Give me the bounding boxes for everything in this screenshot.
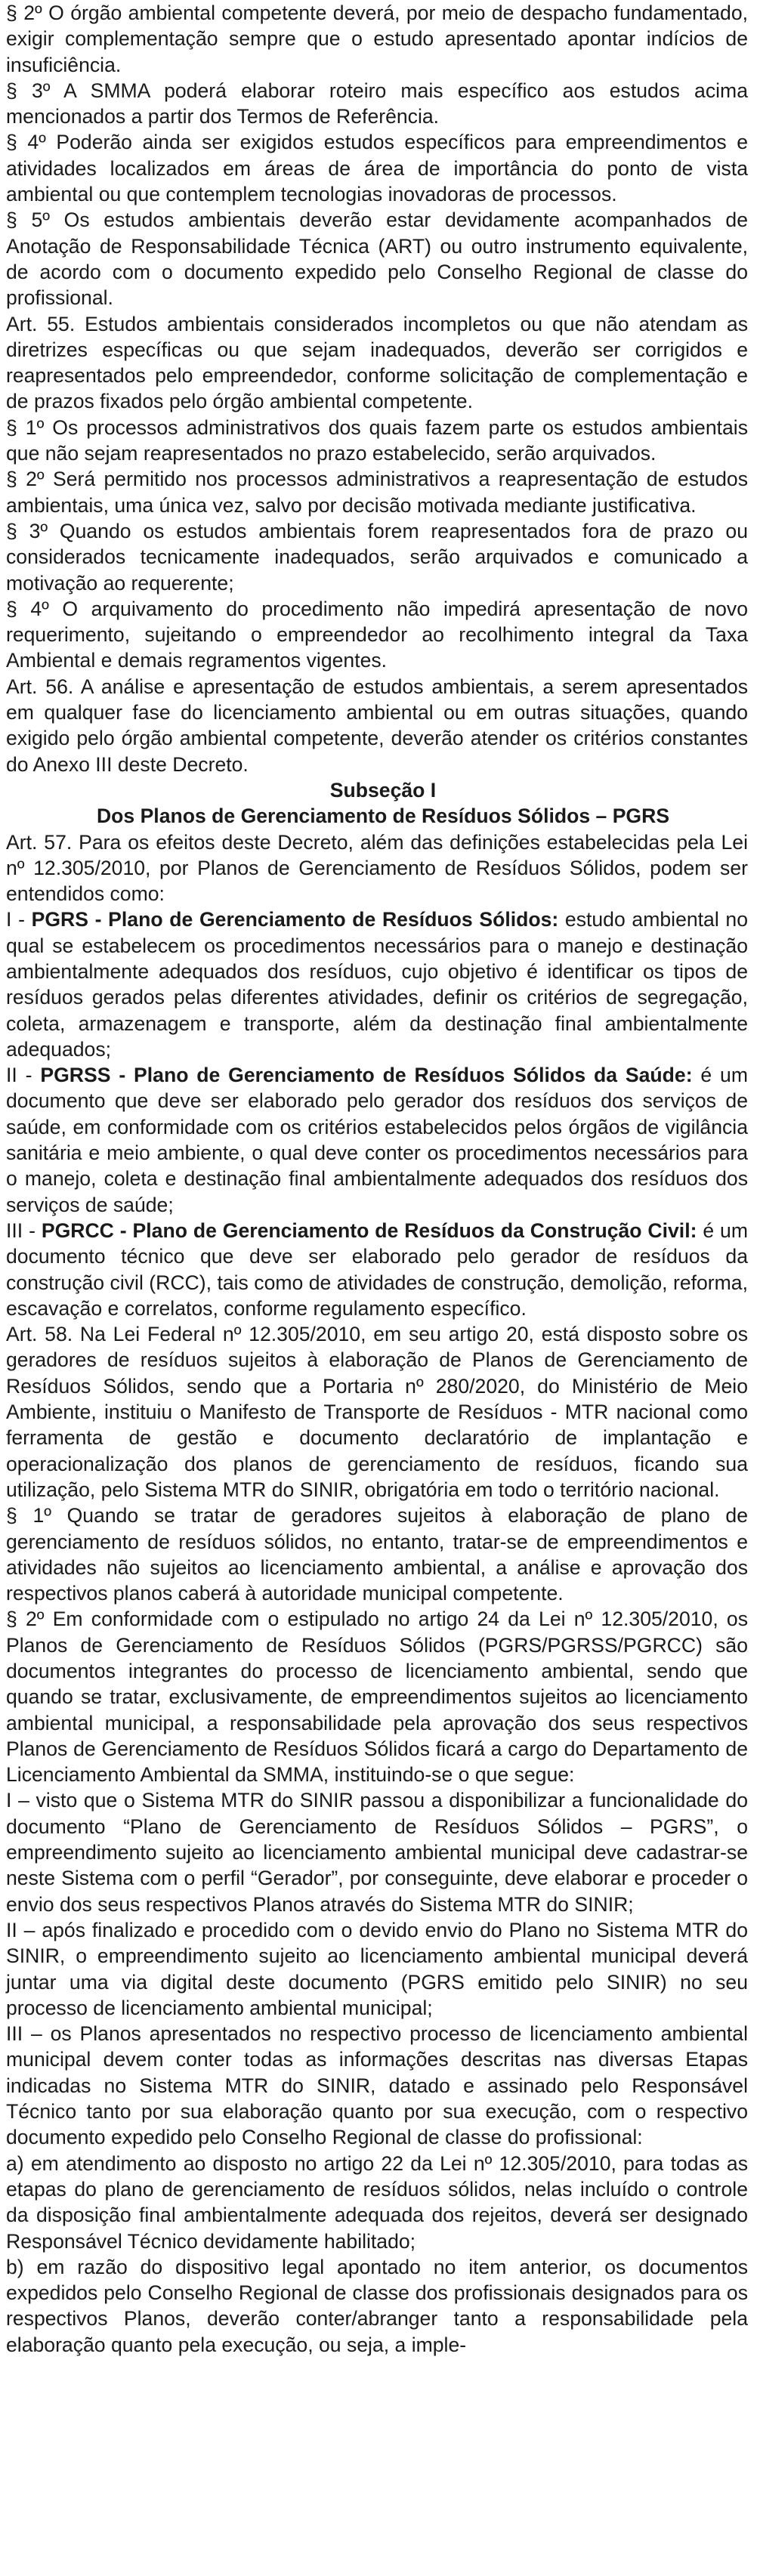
item-term: PGRSS - Plano de Gerenciamento de Resíduos Sólidos da Saúde: <box>40 1064 693 1087</box>
paragraph-art54-par4: § 4º Poderão ainda ser exigidos estudos específicos para empreendimentos e atividades localizados em áreas de área de importância do ponto de vista ambiental ou que contemplem tecnologias inovadoras de processos. <box>6 131 748 206</box>
item-text: é um documento técnico que deve ser elaborado pelo gerador de resíduos da construção civil (RCC), tais como de atividades de construção, demolição, reforma, escavação e correlatos, conforme regulamento específico. <box>6 1219 748 1320</box>
paragraph-art56: Art. 56. A análise e apresentação de estudos ambientais, a serem apresentados em qualquer fase do licenciamento ambiental ou em outras situações, quando exigido pelo órgão ambiental competente, deverão atender os critérios constantes do Anexo III deste Decreto. <box>6 675 748 776</box>
paragraph-art54-par3: § 3º A SMMA poderá elaborar roteiro mais específico aos estudos acima mencionados a partir dos Termos de Referência. <box>6 79 748 128</box>
paragraph-art55-par2: § 2º Será permitido nos processos administrativos a reapresentação de estudos ambientais, uma única vez, salvo por decisão motivada mediante justificativa. <box>6 468 748 517</box>
paragraph-art55-par4: § 4º O arquivamento do procedimento não impedirá apresentação de novo requerimento, sujeitando o empreendedor ao recolhimento integral da Taxa Ambiental e demais regramentos vigentes. <box>6 597 748 672</box>
subsection-title: Dos Planos de Gerenciamento de Resíduos Sólidos – PGRS <box>96 805 670 828</box>
paragraph-art58-par1: § 1º Quando se tratar de geradores sujeitos à elaboração de plano de gerenciamento de resíduos sólidos, no entanto, tratar-se de empreendimentos e atividades não sujeitos ao licenciamento ambiental, a análise e aprovação dos respectivos planos caberá à autoridade municipal competente. <box>6 1504 748 1605</box>
item-text: estudo ambiental no qual se estabelecem os procedimentos necessários para o manejo e destinação ambientalmente adequados dos resíduos, cujo objetivo é identificar os tipos de resíduos gerados pelas diferentes atividades, definir os critérios de segregação, coleta, armazenagem e transporte, além da destinação final ambientalmente adequados; <box>6 908 748 1061</box>
paragraph-art54-par5: § 5º Os estudos ambientais deverão estar devidamente acompanhados de Anotação de Responsabilidade Técnica (ART) ou outro instrumento equivalente, de acordo com o documento expedido pelo Conselho Regional de classe do profissional. <box>6 208 748 310</box>
item-prefix: I - <box>6 908 32 931</box>
art58-item-b: b) em razão do dispositivo legal apontado no item anterior, os documentos expedidos pelo Conselho Regional de classe dos profissionais designados para os respectivos Planos, deverão conter/abranger tanto a responsabilidade pela elaboração quanto pela execução, ou seja, a imple- <box>6 2255 748 2356</box>
art58-item-a: a) em atendimento ao disposto no artigo 22 da Lei nº 12.305/2010, para todas as etapas do plano de gerenciamento de resíduos sólidos, nelas incluído o controle da disposição final ambientalmente adequada dos rejeitos, deverá ser designado Responsável Técnico devidamente habilitado; <box>6 2151 748 2253</box>
item-term: PGRCC - Plano de Gerenciamento de Resíduos da Construção Civil: <box>41 1219 697 1242</box>
art57-item-3 <box>6 1218 760 1321</box>
item-text: é um documento que deve ser elaborado pelo gerador dos resíduos dos serviços de saúde, em conformidade com os critérios estabelecidos pelos órgãos de vigilância sanitária e meio ambiente, o qual deve conter os procedimentos necessários para o manejo, coleta e destinação final ambientalmente adequados dos resíduos dos serviços de saúde; <box>6 1064 748 1216</box>
paragraph-art55-par3: § 3º Quando os estudos ambientais forem reapresentados fora de prazo ou considerados tecnicamente inadequados, serão arquivados e comunicado a motivação ao requerente; <box>6 519 748 595</box>
art57-item-1 <box>6 907 760 1062</box>
paragraph-art55: Art. 55. Estudos ambientais considerados incompletos ou que não atendam as diretrizes específicas ou que sejam inadequados, deverão ser corrigidos e reapresentados pelo empreendedor, conforme solicitação de complementação e de prazos fixados pelo órgão ambiental competente. <box>6 312 748 413</box>
paragraph-art55-par1: § 1º Os processos administrativos dos quais fazem parte os estudos ambientais que não sejam reapresentados no prazo estabelecido, serão arquivados. <box>6 415 748 465</box>
art58-item-2: II – após finalizado e procedido com o devido envio do Plano no Sistema MTR do SINIR, o empreendimento sujeito ao licenciamento ambiental municipal deverá juntar uma via digital deste documento (PGRS emitido pelo SINIR) no seu processo de licenciamento ambiental municipal; <box>6 1918 748 2019</box>
subsection-number: Subseção I <box>329 778 437 802</box>
item-term: PGRS - Plano de Gerenciamento de Resíduos Sólidos: <box>31 908 559 931</box>
paragraph-art58: Art. 58. Na Lei Federal nº 12.305/2010, em seu artigo 20, está disposto sobre os geradores de resíduos sujeitos à elaboração de Planos de Gerenciamento de Resíduos Sólidos, sendo que a Portaria nº 280/2020, do Ministério de Meio Ambiente, instituiu o Manifesto de Transporte de Resíduos - MTR nacional como ferramenta de gestão e documento declaratório de implantação e operacionalização dos planos de gerenciamento de resíduos, ficando sua utilização, pelo Sistema MTR do SINIR, obrigatória em todo o território nacional. <box>6 1323 748 1501</box>
art57-item-2 <box>6 1062 760 1218</box>
paragraph-art58-par2: § 2º Em conformidade com o estipulado no artigo 24 da Lei nº 12.305/2010, os Planos de Gerenciamento de Resíduos Sólidos (PGRS/PGRSS/PGRCC) são documentos integrantes do processo de licenciamento ambiental, sendo que quando se tratar, exclusivamente, de empreendimentos sujeitos ao licenciamento ambiental municipal, a responsabilidade pela aprovação dos seus respectivos Planos de Gerenciamento de Resíduos Sólidos ficará a cargo do Departamento de Licenciamento Ambiental da SMMA, instituindo-se o que segue: <box>6 1608 748 1787</box>
art58-item-1: I – visto que o Sistema MTR do SINIR passou a disponibilizar a funcionalidade do documento “Plano de Gerenciamento de Resíduos Sólidos – PGRS”, o empreendimento sujeito ao licenciamento ambiental municipal deve cadastrar-se neste Sistema com o perfil “Gerador”, por conseguinte, deve elaborar e proceder o envio dos seus respectivos Planos através do Sistema MTR do SINIR; <box>6 1789 748 1916</box>
paragraph-art57: Art. 57. Para os efeitos deste Decreto, além das definições estabelecidas pela Lei nº 12.305/2010, por Planos de Gerenciamento de Resíduos Sólidos, podem ser entendidos como: <box>6 830 748 906</box>
art58-item-3: III – os Planos apresentados no respectivo processo de licenciamento ambiental municipal devem conter todas as informações descritas nas diversas Etapas indicadas no Sistema MTR do SINIR, datado e assinado pelo Responsável Técnico tanto por sua elaboração quanto por sua execução, com o respectivo documento expedido pelo Conselho Regional de classe do profissional: <box>6 2022 748 2149</box>
paragraph-art54-par2: § 2º O órgão ambiental competente deverá, por meio de despacho fundamentado, exigir complementação sempre que o estudo apresentado apontar indícios de insuficiência. <box>6 2 748 76</box>
item-prefix: III - <box>6 1219 42 1242</box>
item-prefix: II - <box>6 1064 41 1087</box>
